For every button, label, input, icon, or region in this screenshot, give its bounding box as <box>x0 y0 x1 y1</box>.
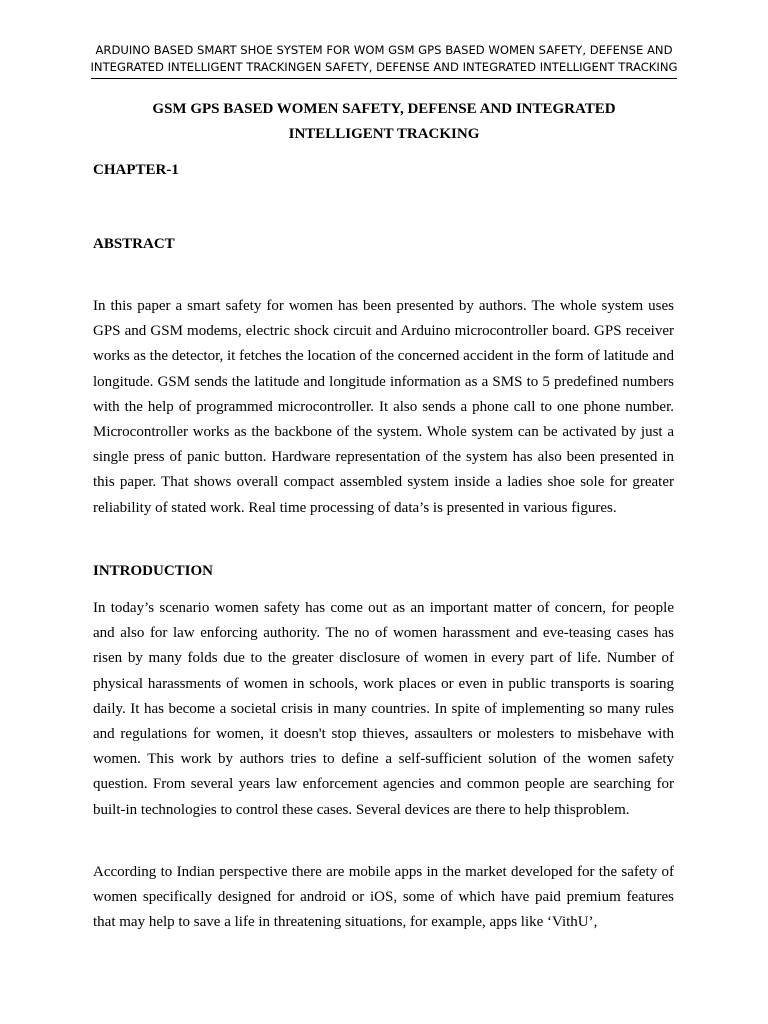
running-header-line-2: INTEGRATED INTELLIGENT TRACKINGEN SAFETY, DEFENSE AND INTEGRATED INTELLIGENT TRACKING <box>90 60 678 74</box>
document-title-line-2: INTELLIGENT TRACKING <box>288 126 480 142</box>
introduction-paragraph-2: According to Indian perspective there are mobile apps in the market developed for the safety of women specifically designed for android or iOS, some of which have paid premium features that may help to save a life in threatening situations, for example, apps like ‘VithU’, <box>93 864 674 931</box>
introduction-paragraph-1: In today’s scenario women safety has come out as an important matter of concern, for people and also for law enforcing authority. The no of women harassment and eve-teasing cases has risen by many folds due to the greater disclosure of women in every part of life. Number of physical harassments of women in schools, work places or even in public transports is soaring daily. It has become a societal crisis in many countries. In spite of implementing so many rules and regulations for women, it doesn't stop thieves, assaulters or molesters to misbehave with women. This work by authors tries to define a self-sufficient solution of the women safety question. From several years law enforcement agencies and common people are searching for built-in technologies to control these cases. Several devices are there to help thisproblem. <box>93 600 674 818</box>
header-divider <box>91 78 677 79</box>
abstract-heading: ABSTRACT <box>93 236 175 252</box>
introduction-heading: INTRODUCTION <box>93 563 214 579</box>
running-header-line-1: ARDUINO BASED SMART SHOE SYSTEM FOR WOM GSM GPS BASED WOMEN SAFETY, DEFENSE AND <box>95 43 673 57</box>
document-title-line-1: GSM GPS BASED WOMEN SAFETY, DEFENSE AND INTEGRATED <box>152 101 616 117</box>
running-header <box>84 42 684 76</box>
document-title <box>93 97 675 147</box>
chapter-heading: CHAPTER-1 <box>93 162 179 178</box>
abstract-paragraph: In this paper a smart safety for women has been presented by authors. The whole system uses GPS and GSM modems, electric shock circuit and Arduino microcontroller board. GPS receiver works as the detector, it fetches the location of the concerned accident in the form of latitude and longitude. GSM sends the latitude and longitude information as a SMS to 5 predefined numbers with the help of programmed microcontroller. It also sends a phone call to one phone number. Microcontroller works as the backbone of the system. Whole system can be activated by just a single press of panic button. Hardware representation of the system has also been presented in this paper. That shows overall compact assembled system inside a ladies shoe sole for greater reliability of stated work. Real time processing of data’s is presented in various figures. <box>93 298 674 516</box>
